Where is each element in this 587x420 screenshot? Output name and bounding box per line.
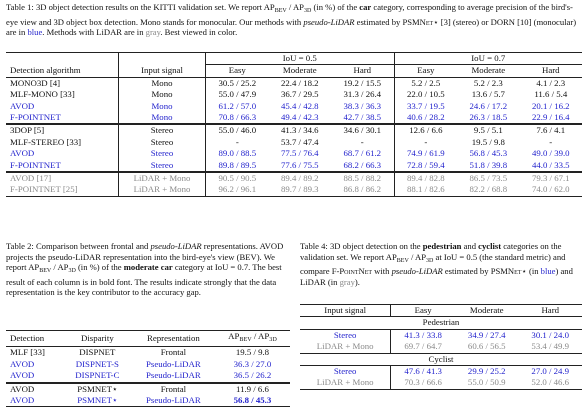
- col-input: Input signal: [324, 305, 367, 315]
- col-ap: $AP_{BEV} / AP_{3D}$: [228, 331, 277, 343]
- col-hard: Hard: [541, 305, 560, 315]
- input-cell: LiDAR + Mono: [316, 341, 374, 352]
- value-cell: 5.2 / 2.3: [473, 77, 503, 88]
- value-cell: 77.5 / 76.4: [280, 148, 319, 159]
- value-cell: 68.7 / 61.2: [343, 148, 382, 159]
- value-cell: 51.8 / 39.8: [469, 159, 508, 170]
- value-cell: 89.8 / 89.5: [206, 160, 269, 172]
- method-cell: F-POINTNET [25]: [10, 184, 78, 195]
- value-cell: 70.3 / 66.6: [391, 377, 455, 389]
- value-cell: 89.7 / 89.3: [280, 184, 319, 195]
- value-cell: 70.8 / 66.3: [206, 112, 269, 124]
- method-cell: MONO3D [4]: [10, 77, 61, 88]
- value-cell: 74.0 / 62.0: [531, 184, 570, 195]
- table-row: [6, 347, 290, 359]
- value-cell: -: [394, 137, 457, 148]
- table-row: [300, 329, 582, 341]
- value-cell: 42.7 / 38.5: [343, 112, 382, 123]
- value-cell: 20.1 / 16.2: [531, 100, 570, 111]
- value-cell: 86.5 / 73.5: [469, 173, 508, 184]
- rep-cell: Pseudo-LiDAR: [146, 395, 201, 406]
- input-cell: LiDAR + Mono: [316, 377, 374, 388]
- method-cell: MLF-STEREO [33]: [10, 136, 82, 147]
- col-easy: Easy: [391, 305, 455, 317]
- table-row: [6, 112, 582, 124]
- value-cell: 49.4 / 42.3: [280, 112, 319, 123]
- value-cell: 86.8 / 86.2: [343, 184, 382, 195]
- value-cell: -: [206, 137, 269, 148]
- value-cell: 53.7 / 47.4: [280, 136, 319, 147]
- det-cell: AVOD: [10, 395, 35, 406]
- col-moderate: Moderate: [269, 65, 331, 77]
- input-cell: Stereo: [333, 329, 357, 340]
- value-cell: 69.7 / 64.7: [391, 341, 455, 353]
- value-cell: 33.7 / 19.5: [394, 101, 457, 112]
- table-row: [6, 395, 290, 407]
- value-cell: 79.3 / 67.1: [531, 173, 570, 184]
- value-cell: 89.4 / 82.8: [394, 172, 457, 184]
- method-cell: F-POINTNET: [10, 159, 61, 170]
- value-cell: 5.2 / 2.5: [394, 77, 457, 89]
- col-moderate: Moderate: [469, 305, 504, 315]
- input-cell: Stereo: [119, 124, 206, 136]
- table2: [6, 330, 290, 407]
- value-cell: 82.2 / 68.8: [469, 184, 508, 195]
- table-row: [6, 101, 582, 112]
- table-row: [6, 77, 582, 89]
- group-header-row: [300, 317, 582, 329]
- value-cell: 60.6 / 56.5: [467, 341, 506, 352]
- value-cell: 89.4 / 89.2: [280, 173, 319, 184]
- value-cell: 12.6 / 6.6: [394, 124, 457, 136]
- disp-cell: DISPNET: [79, 347, 116, 358]
- value-cell: 55.0 / 46.0: [206, 124, 269, 136]
- value-cell: 45.4 / 42.8: [280, 100, 319, 111]
- col-input: Input signal: [119, 65, 206, 77]
- value-cell: 40.6 / 28.2: [394, 112, 457, 124]
- det-cell: MLF [33]: [10, 347, 45, 358]
- value-cell: 34.6 / 30.1: [343, 125, 382, 136]
- rep-cell: Frontal: [160, 347, 187, 358]
- disp-cell: PSMNET⋆: [77, 383, 118, 394]
- group-label: Pedestrian: [422, 317, 460, 328]
- det-cell: AVOD: [10, 358, 35, 369]
- table-row: [6, 172, 582, 184]
- value-cell: 22.4 / 18.2: [280, 77, 319, 88]
- value-cell: 26.3 / 18.5: [469, 112, 508, 123]
- rep-cell: Pseudo-LiDAR: [146, 370, 201, 381]
- det-cell: AVOD: [10, 370, 35, 381]
- value-cell: 41.3 / 34.6: [280, 125, 319, 136]
- value-cell: -: [360, 136, 364, 147]
- value-cell: 30.1 / 24.0: [531, 329, 570, 340]
- input-cell: Mono: [119, 112, 206, 124]
- col-moderate: Moderate: [457, 65, 519, 77]
- table-row: [300, 366, 582, 378]
- ap-cell: 36.5 / 26.2: [233, 370, 272, 381]
- value-cell: 49.0 / 39.0: [531, 148, 570, 159]
- group-header-row: [300, 353, 582, 365]
- value-cell: 34.9 / 27.4: [467, 329, 506, 340]
- rep-cell: Pseudo-LiDAR: [146, 358, 201, 369]
- col-easy: Easy: [394, 65, 457, 77]
- table4: [300, 304, 582, 390]
- method-cell: AVOD [17]: [10, 173, 52, 184]
- value-cell: 77.6 / 75.5: [280, 159, 319, 170]
- input-cell: Stereo: [119, 137, 206, 148]
- table-row: [6, 160, 582, 172]
- value-cell: 19.5 / 9.8: [471, 136, 505, 147]
- col-disparity: Disparity: [80, 333, 114, 343]
- value-cell: 41.3 / 33.8: [391, 329, 455, 341]
- value-cell: 22.9 / 16.4: [531, 112, 570, 123]
- method-cell: MLF-MONO [33]: [10, 89, 75, 100]
- method-cell: F-POINTNET: [10, 112, 61, 123]
- ap-cell: 19.5 / 9.8: [235, 347, 270, 358]
- table4-caption: Table 4: 3D object detection on the pedestrian and cyclist categories on the validation set. We report $AP_{BEV} / AP_{3D}$ at IoU = 0.5 (the standard metric) and compare F-PointNet with pseudo-LiDAR estimated by PSMNet⋆ (in blue) and LiDAR (in gray).: [300, 241, 573, 287]
- value-cell: 53.4 / 49.9: [531, 341, 570, 352]
- value-cell: -: [549, 136, 553, 147]
- method-cell: AVOD: [10, 100, 35, 111]
- value-cell: 55.0 / 47.9: [206, 89, 269, 100]
- value-cell: 30.5 / 25.2: [206, 77, 269, 89]
- value-cell: 7.6 / 4.1: [536, 125, 566, 136]
- input-cell: Mono: [119, 77, 206, 89]
- value-cell: 13.6 / 5.7: [471, 89, 505, 100]
- group-label: Cyclist: [428, 353, 454, 364]
- value-cell: 22.0 / 10.5: [394, 89, 457, 100]
- col-hard: Hard: [520, 65, 582, 77]
- ap-cell: 56.8 / 45.3: [233, 395, 272, 406]
- col-hard: Hard: [331, 65, 394, 77]
- value-cell: 72.8 / 59.4: [394, 160, 457, 172]
- table-row: [6, 137, 582, 148]
- table-row: [6, 89, 582, 100]
- value-cell: 29.9 / 25.2: [467, 366, 506, 377]
- table-row: [6, 383, 290, 395]
- value-cell: 56.8 / 45.3: [469, 148, 508, 159]
- value-cell: 55.0 / 50.9: [467, 377, 506, 388]
- disp-cell: DISPNET-C: [75, 370, 120, 381]
- input-cell: Mono: [119, 89, 206, 100]
- table-row: [6, 124, 582, 136]
- col-detection: Detection: [10, 333, 45, 343]
- input-cell: Stereo: [119, 160, 206, 172]
- method-cell: 3DOP [5]: [10, 125, 45, 136]
- value-cell: 90.5 / 90.5: [206, 172, 269, 184]
- value-cell: 74.9 / 61.9: [394, 148, 457, 159]
- table-row: [6, 148, 582, 159]
- table-row: [300, 377, 582, 389]
- method-cell: AVOD: [10, 148, 35, 159]
- input-cell: Stereo: [119, 148, 206, 159]
- table-row: [300, 341, 582, 353]
- iou-high-header: IoU = 0.7: [394, 53, 582, 65]
- value-cell: 31.3 / 26.4: [343, 89, 382, 100]
- value-cell: 9.5 / 5.1: [473, 125, 503, 136]
- value-cell: 68.2 / 66.3: [343, 159, 382, 170]
- value-cell: 24.6 / 17.2: [469, 100, 508, 111]
- value-cell: 44.0 / 33.5: [531, 159, 570, 170]
- value-cell: 47.6 / 41.3: [391, 366, 455, 378]
- value-cell: 96.2 / 96.1: [206, 184, 269, 196]
- value-cell: 11.6 / 5.4: [534, 89, 568, 100]
- ap-cell: 11.9 / 6.6: [236, 383, 269, 394]
- value-cell: 89.0 / 88.5: [206, 148, 269, 159]
- det-cell: AVOD: [10, 383, 35, 394]
- value-cell: 36.7 / 29.5: [280, 89, 319, 100]
- value-cell: 38.3 / 36.3: [343, 100, 382, 111]
- table-row: [6, 370, 290, 382]
- disp-cell: PSMNET⋆: [77, 395, 118, 406]
- rep-cell: Frontal: [160, 383, 187, 394]
- value-cell: 61.2 / 57.0: [206, 101, 269, 112]
- value-cell: 27.0 / 24.9: [531, 366, 570, 377]
- input-cell: Mono: [119, 101, 206, 112]
- table-row: [6, 359, 290, 370]
- input-cell: LiDAR + Mono: [119, 184, 206, 196]
- value-cell: 19.2 / 15.5: [343, 77, 382, 88]
- table1: [6, 52, 582, 197]
- value-cell: 88.5 / 88.2: [343, 173, 382, 184]
- table-row: [6, 184, 582, 196]
- col-algorithm: Detection algorithm: [10, 65, 81, 76]
- disp-cell: DISPNET-S: [75, 358, 119, 369]
- value-cell: 88.1 / 82.6: [394, 184, 457, 196]
- value-cell: 52.0 / 46.6: [531, 377, 570, 388]
- table1-caption: Table 1: 3D object detection results on the KITTI validation set. We report $AP_{BEV} / AP_{3D}$ (in %) of the car category, corresponding to average precision of the bird's-eye view and 3D object box detection. Mono stands for monocular. Our methods with pseudo-LiDAR estimated by PSMNet⋆ [3] (stereo) or DORN [10] (monocular) are in blue. Methods with LiDAR are in gray. Best viewed in color.: [6, 2, 577, 38]
- input-cell: LiDAR + Mono: [119, 172, 206, 184]
- col-easy: Easy: [206, 65, 269, 77]
- table2-caption: Table 2: Comparison between frontal and pseudo-LiDAR representations. AVOD projects the pseudo-LiDAR representation into the bird-eye's view (BEV). We report $AP_{BEV} / AP_{3D}$ (in %) of the moderate car category at IoU = 0.7. The best result of each column is in bold font. The results indicate strongly that the data representation is the key contributor to the accuracy gap.: [6, 241, 284, 298]
- value-cell: 4.1 / 2.3: [536, 77, 566, 88]
- iou-low-header: IoU = 0.5: [206, 53, 395, 65]
- ap-cell: 36.3 / 27.0: [233, 358, 272, 369]
- input-cell: Stereo: [333, 366, 357, 377]
- col-representation: Representation: [147, 333, 200, 343]
